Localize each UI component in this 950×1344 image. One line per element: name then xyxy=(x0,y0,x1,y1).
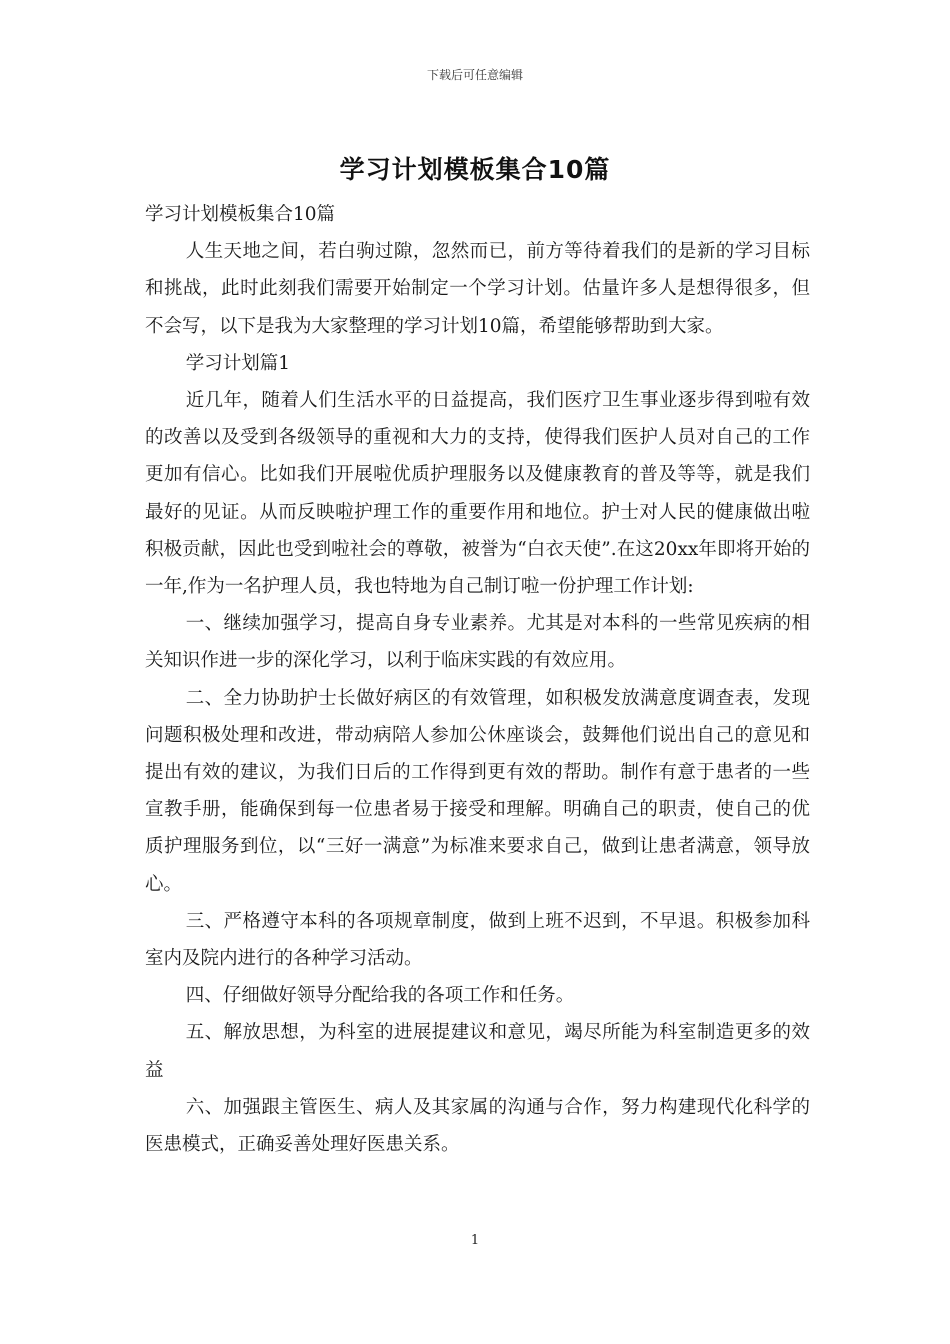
list-item: 二、全力协助护士长做好病区的有效管理，如积极发放满意度调查表，发现问题积极处理和改进，带动病陪人参加公休座谈会，鼓舞他们说出自己的意见和提出有效的建议，为我们日后的工作得到更有效的帮助。制作有意于患者的一些宣教手册，能确保到每一位患者易于接受和理解。明确自己的职责，使自己的优质护理服务到位，以“三好一满意”为标准来要求自己，做到让患者满意，领导放心。 xyxy=(145,687,810,895)
page-number: 1 xyxy=(470,1233,480,1248)
list-item: 四、仔细做好领导分配给我的各项工作和任务。 xyxy=(185,985,575,1007)
list-item: 三、严格遵守本科的各项规章制度，做到上班不迟到，不早退。积极参加科室内及院内进行的各种学习活动。 xyxy=(145,910,810,970)
document-subtitle: 学习计划模板集合10篇 xyxy=(145,204,336,225)
document-body xyxy=(145,196,810,1163)
list-item: 一、继续加强学习，提高自身专业素养。尤其是对本科的一些常见疾病的相关知识作进一步的深化学习，以利于临床实践的有效应用。 xyxy=(145,613,810,672)
paragraph: 近几年，随着人们生活水平的日益提高，我们医疗卫生事业逐步得到啦有效的改善以及受到各级领导的重视和大力的支持，使得我们医护人员对自己的工作更加有信心。比如我们开展啦优质护理服务以及健康教育的普及等等，就是我们最好的见证。从而反映啦护理工作的重要作用和地位。护士对人民的健康做出啦积极贡献，因此也受到啦社会的尊敬，被誉为“白衣天使”.在这20xx年即将开始的一年,作为一名护理人员，我也特地为自己制订啦一份护理工作计划: xyxy=(145,390,810,598)
list-item: 六、加强跟主管医生、病人及其家属的沟通与合作，努力构建现代化科学的医患模式，正确妥善处理好医患关系。 xyxy=(145,1096,810,1156)
section-heading: 学习计划篇1 xyxy=(185,352,290,374)
page-header: 下载后可任意编辑 xyxy=(426,68,523,82)
document-title: 学习计划模板集合10篇 xyxy=(339,155,611,184)
list-item: 五、解放思想，为科室的进展提建议和意见，竭尽所能为科室制造更多的效益 xyxy=(145,1022,810,1081)
paragraph-intro: 人生天地之间，若白驹过隙，忽然而已，前方等待着我们的是新的学习目标和挑战，此时此刻我们需要开始制定一个学习计划。估量许多人是想得很多，但不会写，以下是我为大家整理的学习计划10篇，希望能够帮助到大家。 xyxy=(145,241,810,337)
